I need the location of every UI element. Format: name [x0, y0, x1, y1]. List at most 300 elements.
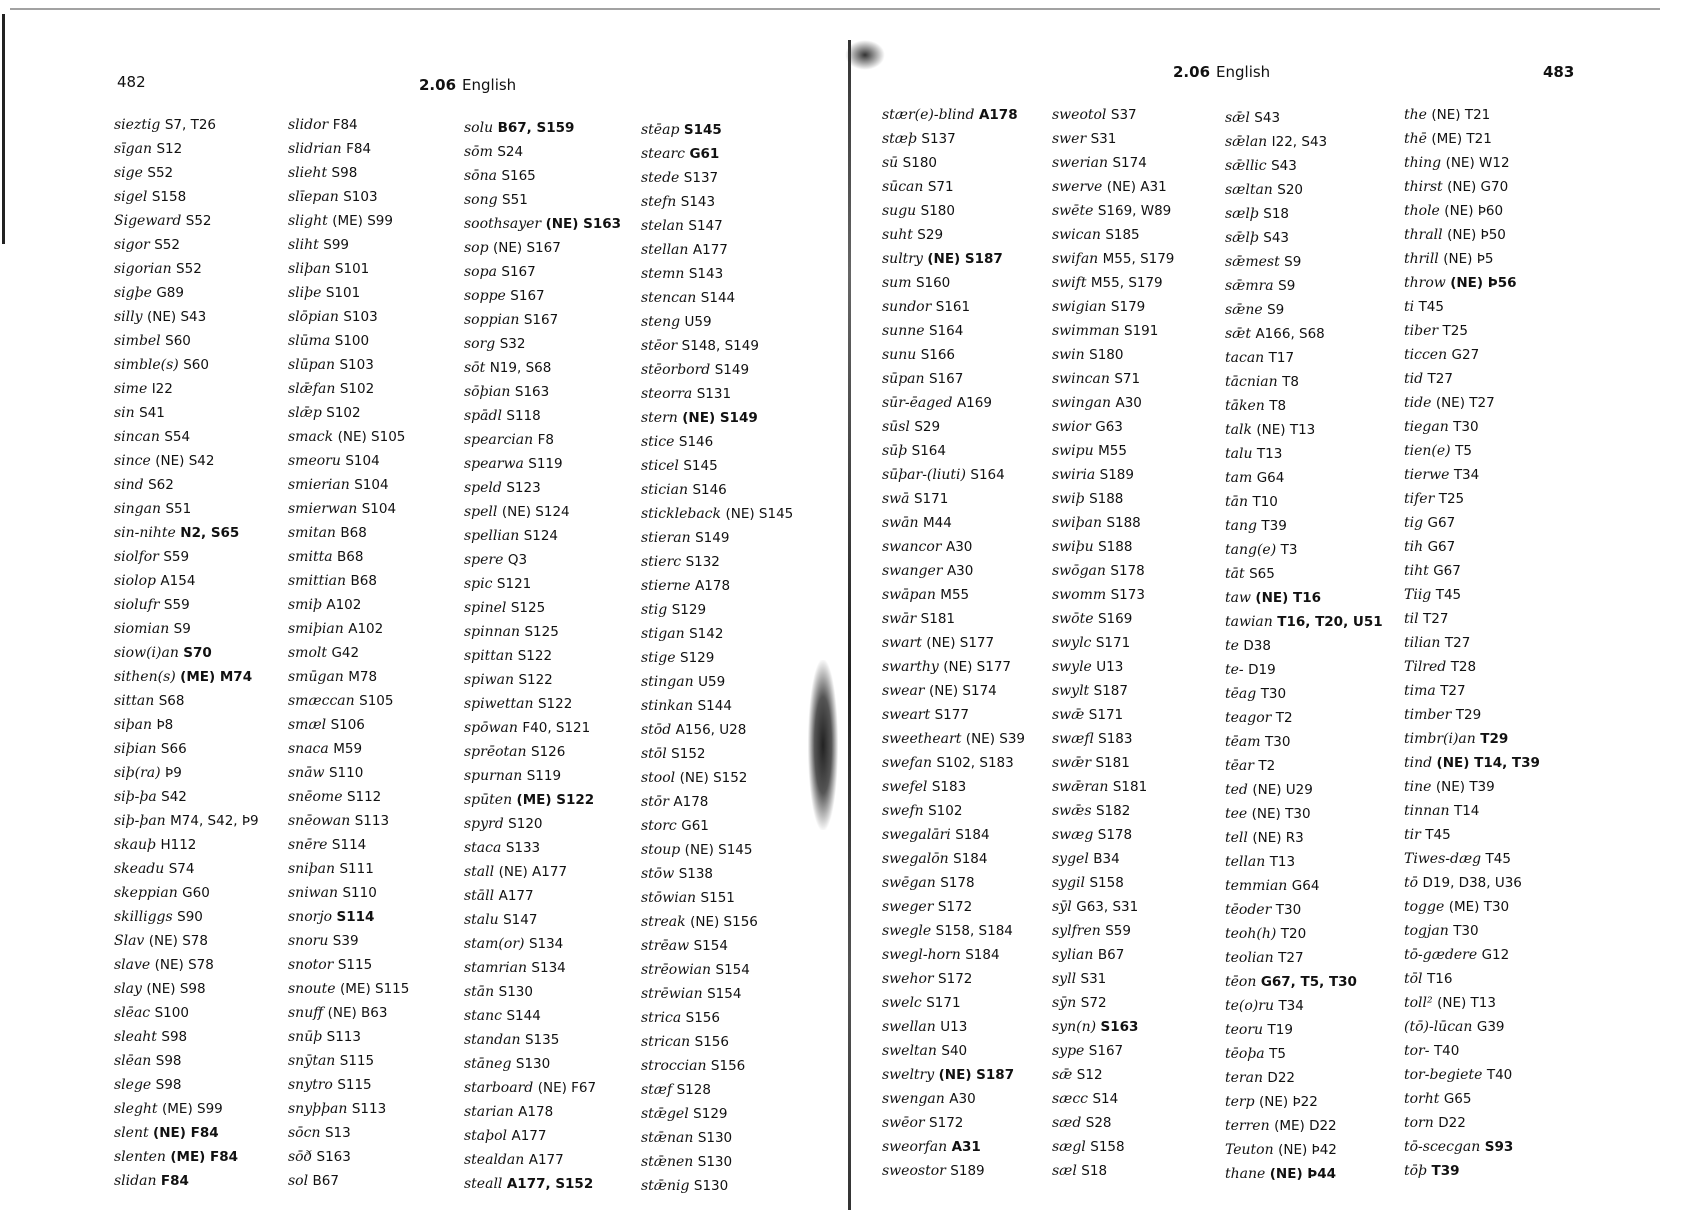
reference: S184 — [965, 947, 1000, 963]
headword: siþ-þa — [114, 789, 157, 805]
index-entry — [641, 310, 793, 334]
reference: S113 — [326, 1029, 361, 1045]
headword: skilliggs — [114, 909, 173, 925]
reference: S121 — [496, 576, 532, 592]
index-column — [288, 113, 409, 1193]
reference: S172 — [938, 971, 973, 987]
index-entry — [288, 1145, 409, 1169]
index-entry — [1404, 535, 1540, 559]
headword: talk — [1225, 422, 1252, 438]
index-entry — [464, 212, 621, 236]
headword: slǣfan — [288, 381, 336, 397]
reference: (NE) R3 — [1252, 830, 1304, 846]
index-entry — [1225, 946, 1383, 970]
headword: tō — [1404, 875, 1419, 891]
headword: talu — [1225, 446, 1253, 462]
headword: snūþ — [288, 1029, 323, 1045]
headword: swegalōn — [882, 851, 949, 867]
headword: staca — [464, 840, 502, 856]
headword: siþ-þan — [114, 813, 166, 829]
index-entry — [882, 559, 1025, 583]
reference: S130 — [697, 1154, 733, 1170]
reference: (NE) T14, T39 — [1436, 755, 1540, 771]
reference: T14 — [1453, 803, 1480, 819]
headword: smierwan — [288, 501, 358, 517]
headword: sittan — [114, 693, 155, 709]
headword: tifer — [1404, 491, 1435, 507]
index-entry — [1225, 994, 1383, 1018]
index-entry — [114, 785, 259, 809]
reference: M55 — [1098, 443, 1127, 459]
headword: ti — [1404, 299, 1415, 315]
reference: S148, S149 — [681, 338, 759, 354]
index-entry — [114, 857, 259, 881]
section-title: English — [1216, 63, 1271, 81]
headword: since — [114, 453, 151, 469]
reference: T16, T20, U51 — [1277, 614, 1383, 630]
headword: stǣnan — [641, 1130, 694, 1146]
headword: tāken — [1225, 398, 1265, 414]
index-entry — [1404, 511, 1540, 535]
headword: spiwettan — [464, 696, 534, 712]
headword: stierc — [641, 554, 682, 570]
index-entry — [288, 881, 409, 905]
index-entry — [641, 958, 793, 982]
reference: S180 — [1089, 347, 1124, 363]
reference: M55, S179 — [1102, 251, 1175, 267]
headword: tinnan — [1404, 803, 1450, 819]
index-entry — [1404, 223, 1540, 247]
index-entry — [114, 209, 259, 233]
index-entry — [1404, 871, 1540, 895]
section-number: 2.06 — [419, 76, 457, 94]
reference: S114 — [331, 837, 367, 853]
right-page — [852, 0, 1682, 1222]
running-head — [419, 76, 516, 94]
headword: skauþ — [114, 837, 156, 853]
headword: tāt — [1225, 566, 1245, 582]
reference: S158 — [1089, 875, 1124, 891]
reference: A177 — [528, 1152, 564, 1168]
headword: swā — [882, 491, 910, 507]
reference: (NE) S39 — [965, 731, 1025, 747]
reference: S166 — [920, 347, 956, 363]
headword: stencan — [641, 290, 697, 306]
headword: tind — [1404, 755, 1433, 771]
index-entry — [1052, 151, 1174, 175]
reference: S149 — [714, 362, 750, 378]
index-entry — [882, 823, 1025, 847]
index-entry — [882, 799, 1025, 823]
headword: smierian — [288, 477, 350, 493]
reference: G65 — [1443, 1091, 1472, 1107]
index-entry — [1225, 538, 1383, 562]
index-entry — [288, 689, 409, 713]
reference: T40 — [1486, 1067, 1513, 1083]
headword: spere — [464, 552, 504, 568]
index-entry — [1052, 847, 1174, 871]
index-entry — [464, 572, 621, 596]
index-entry — [1404, 175, 1540, 199]
reference: M78 — [348, 669, 378, 685]
headword: sol — [288, 1173, 309, 1189]
headword: swegle — [882, 923, 932, 939]
reference: S158 — [1090, 1139, 1125, 1155]
index-entry — [1225, 1018, 1383, 1042]
index-entry — [1052, 199, 1174, 223]
headword: speld — [464, 480, 502, 496]
headword: snoute — [288, 981, 336, 997]
headword: simble(s) — [114, 357, 179, 373]
index-entry — [464, 1028, 621, 1052]
index-entry — [1225, 346, 1383, 370]
reference: (NE) S149 — [682, 410, 758, 426]
index-entry — [114, 113, 259, 137]
reference: S72 — [1080, 995, 1107, 1011]
headword: swefel — [882, 779, 928, 795]
headword: sæltan — [1225, 182, 1273, 198]
reference: S134 — [528, 936, 564, 952]
reference: A30 — [949, 1091, 976, 1107]
index-entry — [882, 367, 1025, 391]
headword: sigþe — [114, 285, 152, 301]
reference: S100 — [334, 333, 370, 349]
reference: M55 — [940, 587, 970, 603]
headword: stēor — [641, 338, 678, 354]
index-entry — [1404, 991, 1540, 1015]
headword: stān — [464, 984, 495, 1000]
headword: sweostor — [882, 1163, 946, 1179]
reference: T40 — [1433, 1043, 1460, 1059]
index-entry — [288, 449, 409, 473]
reference: T8 — [1269, 398, 1287, 414]
index-entry — [1225, 514, 1383, 538]
headword: sliþan — [288, 261, 331, 277]
headword: singan — [114, 501, 162, 517]
reference: S111 — [339, 861, 374, 877]
headword: togjan — [1404, 923, 1449, 939]
index-entry — [641, 1078, 793, 1102]
reference: S9 — [1284, 254, 1302, 270]
headword: swǣs — [1052, 803, 1092, 819]
reference: S174 — [1112, 155, 1147, 171]
reference: S144 — [506, 1008, 541, 1024]
reference: S110 — [328, 765, 364, 781]
reference: T27 — [1444, 635, 1471, 651]
headword: skeppian — [114, 885, 178, 901]
index-column — [1404, 103, 1540, 1183]
headword: swerian — [1052, 155, 1108, 171]
headword: stǣnen — [641, 1154, 694, 1170]
headword: swiþu — [1052, 539, 1094, 555]
reference: F84 — [332, 117, 358, 133]
headword: stroccian — [641, 1058, 707, 1074]
reference: S74 — [168, 861, 195, 877]
reference: T30 — [1265, 734, 1291, 750]
reference: S103 — [343, 309, 378, 325]
reference: A154 — [160, 573, 196, 589]
headword: sprēotan — [464, 744, 527, 760]
reference: S39 — [332, 933, 359, 949]
headword: siþ(ra) — [114, 765, 161, 781]
index-entry — [288, 1073, 409, 1097]
reference: S178 — [940, 875, 975, 891]
index-entry — [288, 401, 409, 425]
index-entry — [1052, 295, 1174, 319]
reference: T27 — [1440, 683, 1466, 699]
running-head — [1173, 63, 1270, 81]
reference: D19, D38, U36 — [1422, 875, 1522, 891]
index-entry — [641, 334, 793, 358]
headword: sorg — [464, 336, 496, 352]
index-entry — [1225, 1138, 1383, 1162]
headword: thane — [1225, 1166, 1266, 1182]
reference: S68 — [158, 693, 185, 709]
reference: S129 — [671, 602, 707, 618]
headword: siow(i)an — [114, 645, 179, 661]
reference: S138 — [678, 866, 714, 882]
index-entry — [114, 689, 259, 713]
headword: strica — [641, 1010, 682, 1026]
reference: (NE) T21 — [1431, 107, 1491, 123]
reference: S103 — [343, 189, 378, 205]
index-entry — [882, 1087, 1025, 1111]
headword: tācnian — [1225, 374, 1278, 390]
reference: T30 — [1275, 902, 1302, 918]
index-entry — [464, 164, 621, 188]
headword: sin — [114, 405, 135, 421]
reference: S171 — [1088, 707, 1124, 723]
headword: sticel — [641, 458, 679, 474]
headword: siomian — [114, 621, 170, 637]
headword: sweorfan — [882, 1139, 948, 1155]
index-entry — [1052, 319, 1174, 343]
reference: S189 — [1099, 467, 1134, 483]
reference: S183 — [1098, 731, 1133, 747]
headword: slūpan — [288, 357, 336, 373]
index-entry — [464, 332, 621, 356]
reference: S178 — [1097, 827, 1133, 843]
headword: swōte — [1052, 611, 1094, 627]
reference: S14 — [1092, 1091, 1119, 1107]
index-entry — [1225, 226, 1383, 250]
index-entry — [288, 665, 409, 689]
reference: T45 — [1485, 851, 1511, 867]
headword: swefan — [882, 755, 932, 771]
index-entry — [464, 236, 621, 260]
index-entry — [288, 1025, 409, 1049]
headword: stōd — [641, 722, 672, 738]
headword: slīepan — [288, 189, 339, 205]
index-entry — [1052, 1087, 1174, 1111]
headword: tiegan — [1404, 419, 1449, 435]
index-entry — [1052, 415, 1174, 439]
index-entry — [114, 1169, 259, 1193]
index-entry — [641, 766, 793, 790]
reference: S12 — [1076, 1067, 1103, 1083]
headword: sǣmest — [1225, 254, 1280, 270]
index-entry — [882, 151, 1025, 175]
reference: S103 — [339, 357, 374, 373]
headword: stall — [464, 864, 495, 880]
index-column — [641, 118, 793, 1198]
index-entry — [288, 593, 409, 617]
index-entry — [1052, 583, 1174, 607]
reference: (ME) S115 — [340, 981, 410, 997]
headword: sweart — [882, 707, 931, 723]
reference: B67 — [1097, 947, 1125, 963]
index-entry — [1225, 154, 1383, 178]
headword: sygel — [1052, 851, 1089, 867]
index-entry — [114, 761, 259, 785]
reference: S146 — [678, 434, 714, 450]
headword: soothsayer — [464, 216, 542, 232]
reference: S133 — [505, 840, 541, 856]
reference: S124 — [523, 528, 559, 544]
reference: T28 — [1450, 659, 1477, 675]
headword: tēag — [1225, 686, 1257, 702]
reference: S120 — [508, 816, 543, 832]
headword: stemn — [641, 266, 685, 282]
headword: syn(n) — [1052, 1019, 1097, 1035]
headword: soppe — [464, 288, 506, 304]
reference: (NE) S187 — [927, 251, 1003, 267]
headword: sleght — [114, 1101, 158, 1117]
headword: smitta — [288, 549, 333, 565]
reference: S145 — [683, 122, 722, 138]
headword: til — [1404, 611, 1419, 627]
headword: sliþe — [288, 285, 322, 301]
reference: (NE) U29 — [1252, 782, 1313, 798]
reference: S156 — [685, 1010, 720, 1026]
reference: T45 — [1435, 587, 1462, 603]
index-entry — [464, 1052, 621, 1076]
index-entry — [1404, 1063, 1540, 1087]
reference: G63, S31 — [1076, 899, 1139, 915]
reference: S164 — [970, 467, 1005, 483]
headword: spōwan — [464, 720, 518, 736]
index-entry — [288, 977, 409, 1001]
reference: S167 — [1088, 1043, 1124, 1059]
reference: S52 — [147, 165, 174, 181]
headword: Tiwes-dæg — [1404, 851, 1482, 867]
reference: S59 — [163, 549, 190, 565]
headword: tor- — [1404, 1043, 1430, 1059]
reference: S51 — [502, 192, 528, 208]
index-entry — [288, 161, 409, 185]
reference: S31 — [1080, 971, 1107, 987]
reference: S164 — [928, 323, 964, 339]
reference: S169, W89 — [1097, 203, 1172, 219]
reference: S171 — [926, 995, 961, 1011]
headword: silly — [114, 309, 143, 325]
headword: swegalāri — [882, 827, 951, 843]
headword: slent — [114, 1125, 149, 1141]
index-entry — [882, 295, 1025, 319]
headword: stieran — [641, 530, 691, 546]
headword: togge — [1404, 899, 1445, 915]
headword: stede — [641, 170, 680, 186]
headword: slight — [288, 213, 328, 229]
headword: torht — [1404, 1091, 1440, 1107]
reference: S122 — [518, 672, 553, 688]
headword: storc — [641, 818, 677, 834]
index-entry — [1052, 1159, 1174, 1183]
headword: stam(or) — [464, 936, 525, 952]
index-column — [464, 116, 621, 1196]
headword: sind — [114, 477, 144, 493]
reference: D38 — [1243, 638, 1271, 654]
reference: M59 — [333, 741, 363, 757]
headword: swiþ — [1052, 491, 1085, 507]
index-entry — [641, 118, 793, 142]
headword: sweltry — [882, 1067, 935, 1083]
reference: Q3 — [507, 552, 528, 568]
reference: S179 — [1110, 299, 1146, 315]
reference: S98 — [331, 165, 358, 181]
reference: Þ8 — [156, 717, 174, 733]
headword: tōþ — [1404, 1163, 1428, 1179]
index-entry — [114, 329, 259, 353]
reference: S158 — [151, 189, 187, 205]
reference: S178 — [1110, 563, 1145, 579]
index-entry — [1404, 655, 1540, 679]
reference: S181 — [1095, 755, 1130, 771]
reference: S129 — [680, 650, 715, 666]
headword: sǣlþ — [1225, 230, 1259, 246]
reference: S137 — [921, 131, 956, 147]
reference: G67 — [1427, 539, 1456, 555]
headword: stalu — [464, 912, 499, 928]
headword: sylfren — [1052, 923, 1101, 939]
index-entry — [882, 607, 1025, 631]
index-entry — [1225, 610, 1383, 634]
index-entry — [114, 497, 259, 521]
index-entry — [288, 1121, 409, 1145]
reference: S37 — [1110, 107, 1137, 123]
headword: stern — [641, 410, 678, 426]
reference: S173 — [1110, 587, 1145, 603]
index-entry — [464, 116, 621, 140]
reference: S177 — [934, 707, 969, 723]
reference: A156, U28 — [675, 722, 747, 738]
index-entry — [641, 814, 793, 838]
headword: terp — [1225, 1094, 1255, 1110]
headword: stealdan — [464, 1152, 525, 1168]
headword: slǣp — [288, 405, 322, 421]
index-entry — [288, 1001, 409, 1025]
headword: sygil — [1052, 875, 1086, 891]
index-entry — [1225, 1090, 1383, 1114]
headword: standan — [464, 1032, 521, 1048]
index-entry — [1225, 466, 1383, 490]
reference: B67, S159 — [497, 120, 575, 136]
headword: stig — [641, 602, 668, 618]
reference: U59 — [684, 314, 712, 330]
index-entry — [641, 166, 793, 190]
headword: tima — [1404, 683, 1436, 699]
index-entry — [464, 188, 621, 212]
headword: swifan — [1052, 251, 1099, 267]
headword: swǣran — [1052, 779, 1109, 795]
index-column — [1052, 103, 1174, 1183]
index-entry — [464, 476, 621, 500]
headword: swæfl — [1052, 731, 1094, 747]
reference: A178 — [978, 107, 1018, 123]
index-entry — [882, 679, 1025, 703]
headword: tiht — [1404, 563, 1429, 579]
headword: tēar — [1225, 758, 1254, 774]
